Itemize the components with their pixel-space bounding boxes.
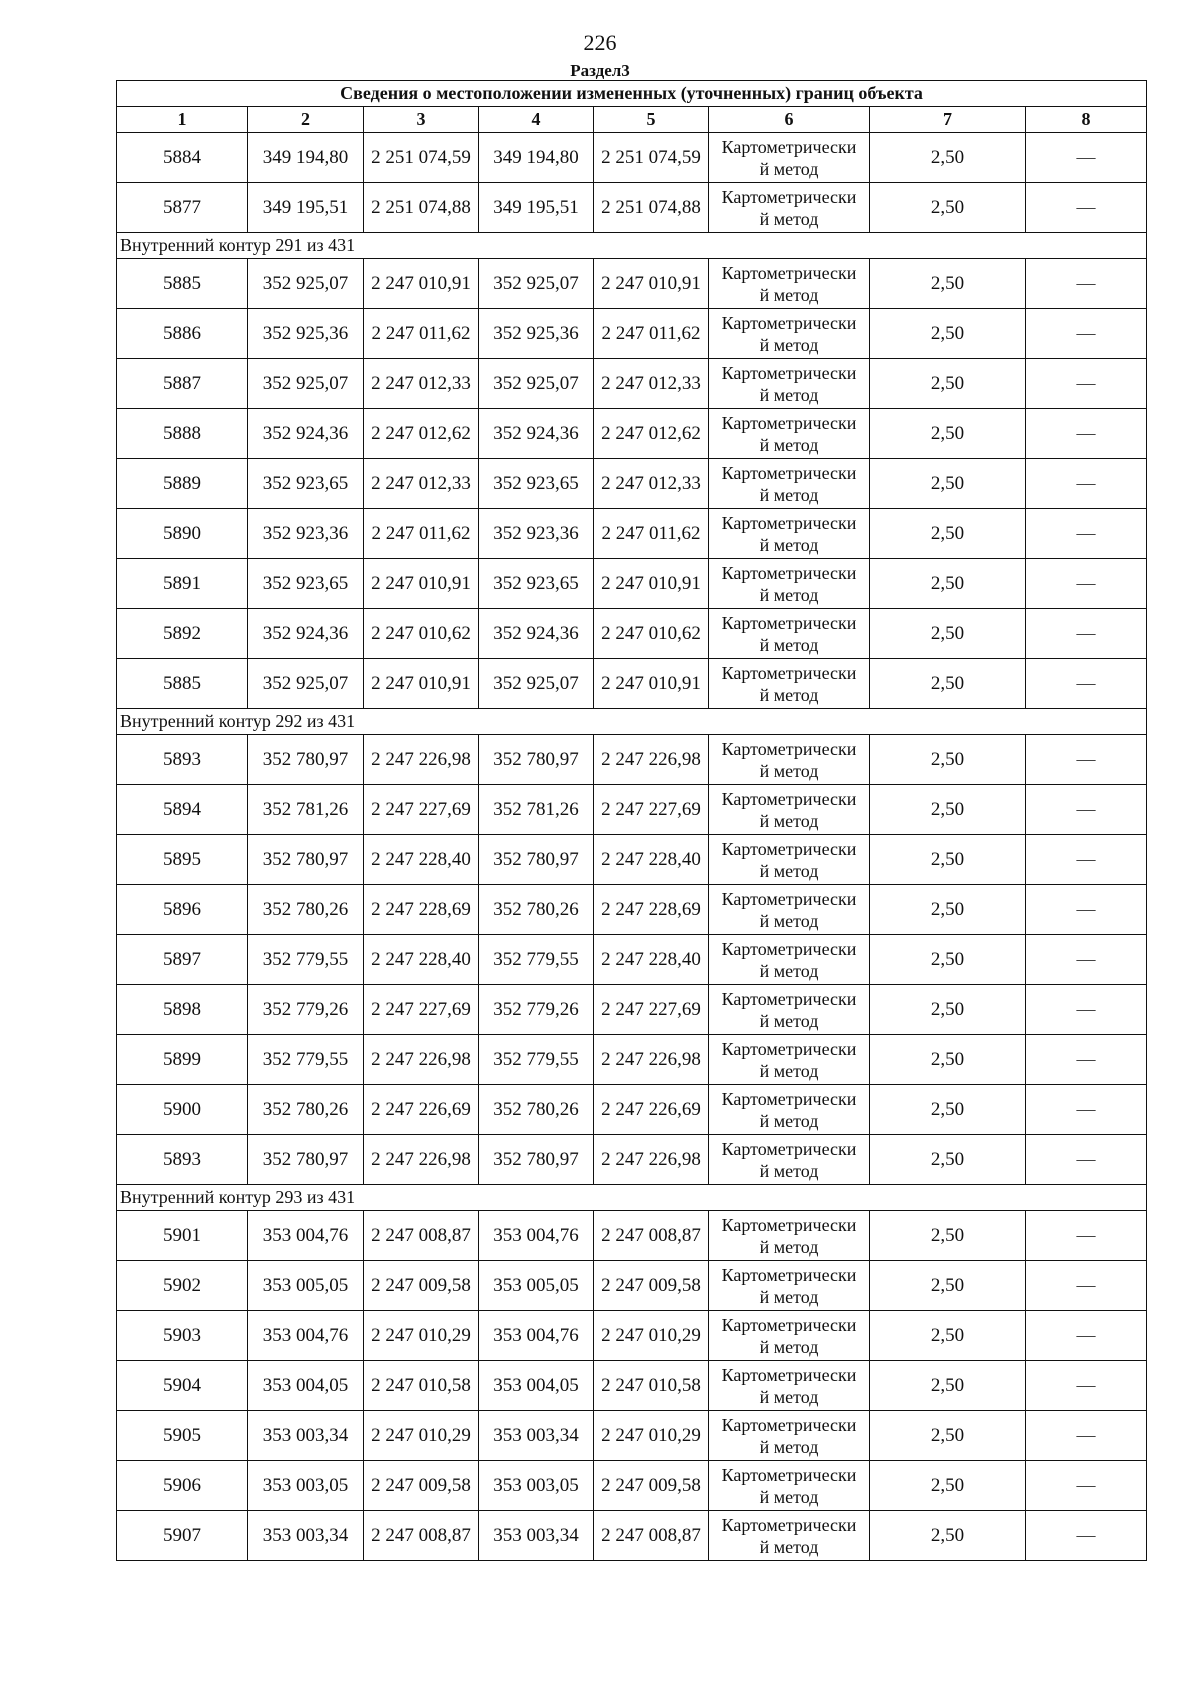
- table-cell-col-8: —: [1026, 1461, 1147, 1511]
- table-row: [117, 835, 1147, 885]
- table-cell-col-6: Картометрически й метод: [709, 559, 870, 609]
- table-cell-col-3: 2 247 227,69: [364, 785, 479, 835]
- contour-header-row: [117, 233, 1147, 259]
- table-cell-col-5: 2 247 008,87: [594, 1511, 709, 1561]
- table-cell-col-3: 2 247 226,98: [364, 1035, 479, 1085]
- table-cell-col-6: Картометрически й метод: [709, 1035, 870, 1085]
- table-cell-col-4: 353 003,05: [479, 1461, 594, 1511]
- table-cell-col-5: 2 247 011,62: [594, 509, 709, 559]
- table-cell-col-4: 352 779,55: [479, 935, 594, 985]
- table-cell-col-4: 353 003,34: [479, 1511, 594, 1561]
- table-cell-col-7: 2,50: [870, 659, 1026, 709]
- table-cell-col-5: 2 247 008,87: [594, 1211, 709, 1261]
- table-cell-col-4: 352 924,36: [479, 609, 594, 659]
- table-cell-col-7: 2,50: [870, 985, 1026, 1035]
- table-row: [117, 785, 1147, 835]
- table-cell-col-8: —: [1026, 1411, 1147, 1461]
- table-cell-col-4: 352 925,07: [479, 259, 594, 309]
- column-number: 7: [870, 107, 1026, 133]
- page-number: 226: [583, 30, 617, 55]
- table-cell-col-5: 2 247 012,33: [594, 459, 709, 509]
- table-cell-col-7: 2,50: [870, 785, 1026, 835]
- table-cell-col-6: Картометрически й метод: [709, 1085, 870, 1135]
- table-cell-col-3: 2 247 011,62: [364, 509, 479, 559]
- table-cell-col-4: 352 780,97: [479, 1135, 594, 1185]
- table-cell-col-2: 353 004,05: [248, 1361, 364, 1411]
- table-cell-col-6: Картометрически й метод: [709, 1311, 870, 1361]
- table-cell-col-1: 5877: [117, 183, 248, 233]
- table-cell-col-1: 5887: [117, 359, 248, 409]
- table-cell-col-5: 2 247 226,98: [594, 1135, 709, 1185]
- table-row: [117, 259, 1147, 309]
- table-cell-col-1: 5893: [117, 735, 248, 785]
- table-cell-col-1: 5903: [117, 1311, 248, 1361]
- table-cell-col-5: 2 247 009,58: [594, 1261, 709, 1311]
- table-cell-col-2: 352 923,36: [248, 509, 364, 559]
- table-cell-col-1: 5906: [117, 1461, 248, 1511]
- table-row: [117, 1085, 1147, 1135]
- table-row: [117, 735, 1147, 785]
- table-cell-col-4: 352 925,36: [479, 309, 594, 359]
- table-cell-col-6: Картометрически й метод: [709, 1361, 870, 1411]
- table-cell-col-3: 2 247 226,98: [364, 1135, 479, 1185]
- table-cell-col-7: 2,50: [870, 609, 1026, 659]
- table-cell-col-2: 353 003,05: [248, 1461, 364, 1511]
- table-cell-col-7: 2,50: [870, 1511, 1026, 1561]
- table-row: [117, 1311, 1147, 1361]
- table-cell-col-7: 2,50: [870, 1311, 1026, 1361]
- column-number: 6: [709, 107, 870, 133]
- table-cell-col-7: 2,50: [870, 259, 1026, 309]
- table-row: [117, 133, 1147, 183]
- table-cell-col-2: 352 779,26: [248, 985, 364, 1035]
- table-cell-col-8: —: [1026, 1135, 1147, 1185]
- table-row: [117, 183, 1147, 233]
- table-cell-col-1: 5895: [117, 835, 248, 885]
- table-cell-col-4: 349 194,80: [479, 133, 594, 183]
- table-cell-col-6: Картометрически й метод: [709, 1211, 870, 1261]
- table-cell-col-6: Картометрически й метод: [709, 509, 870, 559]
- table-cell-col-2: 352 780,97: [248, 1135, 364, 1185]
- table-row: [117, 1361, 1147, 1411]
- table-cell-col-6: Картометрически й метод: [709, 183, 870, 233]
- table-cell-col-1: 5896: [117, 885, 248, 935]
- table-cell-col-1: 5907: [117, 1511, 248, 1561]
- table-cell-col-3: 2 247 009,58: [364, 1461, 479, 1511]
- table-cell-col-7: 2,50: [870, 509, 1026, 559]
- table-cell-col-2: 353 004,76: [248, 1211, 364, 1261]
- table-cell-col-6: Картометрически й метод: [709, 359, 870, 409]
- table-cell-col-7: 2,50: [870, 459, 1026, 509]
- table-cell-col-5: 2 247 012,62: [594, 409, 709, 459]
- table-cell-col-2: 352 925,07: [248, 259, 364, 309]
- table-cell-col-8: —: [1026, 1085, 1147, 1135]
- table-cell-col-7: 2,50: [870, 1085, 1026, 1135]
- table-cell-col-6: Картометрически й метод: [709, 935, 870, 985]
- table-cell-col-2: 353 004,76: [248, 1311, 364, 1361]
- table-cell-col-2: 352 924,36: [248, 609, 364, 659]
- table-cell-col-5: 2 247 010,91: [594, 259, 709, 309]
- table-cell-col-7: 2,50: [870, 1461, 1026, 1511]
- column-number: 4: [479, 107, 594, 133]
- table-cell-col-1: 5888: [117, 409, 248, 459]
- table-row: [117, 559, 1147, 609]
- table-cell-col-7: 2,50: [870, 885, 1026, 935]
- table-cell-col-4: 352 925,07: [479, 659, 594, 709]
- table-cell-col-4: 352 780,97: [479, 835, 594, 885]
- table-cell-col-3: 2 247 010,91: [364, 659, 479, 709]
- table-cell-col-2: 352 779,55: [248, 1035, 364, 1085]
- table-cell-col-1: 5904: [117, 1361, 248, 1411]
- table-cell-col-5: 2 247 010,91: [594, 559, 709, 609]
- table-cell-col-2: 352 780,97: [248, 835, 364, 885]
- table-row: [117, 1461, 1147, 1511]
- table-row: [117, 509, 1147, 559]
- table-cell-col-8: —: [1026, 735, 1147, 785]
- table-cell-col-3: 2 247 010,91: [364, 259, 479, 309]
- table-cell-col-2: 352 779,55: [248, 935, 364, 985]
- table-cell-col-4: 349 195,51: [479, 183, 594, 233]
- column-number: 1: [117, 107, 248, 133]
- table-row: [117, 1511, 1147, 1561]
- table-cell-col-2: 353 005,05: [248, 1261, 364, 1311]
- table-cell-col-6: Картометрически й метод: [709, 735, 870, 785]
- table-cell-col-2: 352 925,07: [248, 659, 364, 709]
- table-cell-col-4: 352 923,65: [479, 559, 594, 609]
- table-cell-col-7: 2,50: [870, 359, 1026, 409]
- table-cell-col-2: 352 925,07: [248, 359, 364, 409]
- table-cell-col-6: Картометрически й метод: [709, 409, 870, 459]
- table-cell-col-5: 2 247 009,58: [594, 1461, 709, 1511]
- table-cell-col-7: 2,50: [870, 1361, 1026, 1411]
- table-cell-col-1: 5897: [117, 935, 248, 985]
- table-row: [117, 985, 1147, 1035]
- table-cell-col-4: 352 923,36: [479, 509, 594, 559]
- table-row: [117, 659, 1147, 709]
- table-cell-col-4: 352 780,26: [479, 885, 594, 935]
- table-cell-col-4: 353 003,34: [479, 1411, 594, 1461]
- table-cell-col-2: 352 923,65: [248, 559, 364, 609]
- table-cell-col-5: 2 247 227,69: [594, 785, 709, 835]
- table-row: [117, 609, 1147, 659]
- table-cell-col-3: 2 251 074,59: [364, 133, 479, 183]
- table-cell-col-5: 2 247 010,58: [594, 1361, 709, 1411]
- table-cell-col-8: —: [1026, 1311, 1147, 1361]
- table-cell-col-6: Картометрически й метод: [709, 659, 870, 709]
- table-cell-col-2: 352 925,36: [248, 309, 364, 359]
- table-row: [117, 1135, 1147, 1185]
- table-cell-col-8: —: [1026, 985, 1147, 1035]
- table-cell-col-5: 2 247 010,29: [594, 1311, 709, 1361]
- table-cell-col-4: 353 004,76: [479, 1211, 594, 1261]
- column-number: 2: [248, 107, 364, 133]
- table-cell-col-3: 2 247 012,33: [364, 459, 479, 509]
- table-cell-col-8: —: [1026, 559, 1147, 609]
- table-cell-col-6: Картометрически й метод: [709, 259, 870, 309]
- table-cell-col-1: 5898: [117, 985, 248, 1035]
- table-cell-col-3: 2 247 226,69: [364, 1085, 479, 1135]
- table-cell-col-5: 2 247 228,40: [594, 935, 709, 985]
- table-cell-col-8: —: [1026, 309, 1147, 359]
- table-cell-col-6: Картометрически й метод: [709, 885, 870, 935]
- table-cell-col-5: 2 247 228,40: [594, 835, 709, 885]
- table-cell-col-3: 2 247 010,29: [364, 1311, 479, 1361]
- table-cell-col-4: 353 004,05: [479, 1361, 594, 1411]
- table-caption: Сведения о местоположении измененных (уточненных) границ объекта: [117, 81, 1147, 107]
- table-cell-col-3: 2 247 012,33: [364, 359, 479, 409]
- table-cell-col-2: 353 003,34: [248, 1511, 364, 1561]
- table-cell-col-4: 352 780,97: [479, 735, 594, 785]
- column-number: 5: [594, 107, 709, 133]
- table-cell-col-6: Картометрически й метод: [709, 459, 870, 509]
- table-cell-col-5: 2 251 074,59: [594, 133, 709, 183]
- table-cell-col-3: 2 247 227,69: [364, 985, 479, 1035]
- table-cell-col-8: —: [1026, 1361, 1147, 1411]
- contour-title: Внутренний контур 291 из 431: [117, 233, 1147, 259]
- table-cell-col-5: 2 247 226,98: [594, 735, 709, 785]
- table-cell-col-7: 2,50: [870, 1135, 1026, 1185]
- table-cell-col-1: 5891: [117, 559, 248, 609]
- table-cell-col-7: 2,50: [870, 835, 1026, 885]
- table-cell-col-4: 352 780,26: [479, 1085, 594, 1135]
- table-cell-col-4: 352 779,26: [479, 985, 594, 1035]
- table-cell-col-6: Картометрически й метод: [709, 133, 870, 183]
- table-cell-col-8: —: [1026, 1261, 1147, 1311]
- table-cell-col-3: 2 247 228,40: [364, 835, 479, 885]
- table-cell-col-5: 2 247 012,33: [594, 359, 709, 409]
- table-cell-col-2: 352 780,26: [248, 885, 364, 935]
- table-cell-col-6: Картометрически й метод: [709, 835, 870, 885]
- table-cell-col-2: 352 780,26: [248, 1085, 364, 1135]
- table-cell-col-1: 5905: [117, 1411, 248, 1461]
- table-cell-col-1: 5894: [117, 785, 248, 835]
- table-cell-col-7: 2,50: [870, 183, 1026, 233]
- table-cell-col-8: —: [1026, 359, 1147, 409]
- table-cell-col-7: 2,50: [870, 735, 1026, 785]
- table-row: [117, 1411, 1147, 1461]
- table-cell-col-8: —: [1026, 885, 1147, 935]
- table-cell-col-1: 5890: [117, 509, 248, 559]
- table-row: [117, 885, 1147, 935]
- contour-header-row: [117, 1185, 1147, 1211]
- table-cell-col-1: 5885: [117, 659, 248, 709]
- table-cell-col-4: 352 781,26: [479, 785, 594, 835]
- table-cell-col-1: 5901: [117, 1211, 248, 1261]
- table-cell-col-5: 2 247 226,98: [594, 1035, 709, 1085]
- table-cell-col-2: 352 924,36: [248, 409, 364, 459]
- section-label: Раздел3: [570, 61, 630, 80]
- table-row: [117, 1035, 1147, 1085]
- table-cell-col-7: 2,50: [870, 309, 1026, 359]
- table-cell-col-7: 2,50: [870, 1261, 1026, 1311]
- table-cell-col-5: 2 247 228,69: [594, 885, 709, 935]
- table-cell-col-1: 5889: [117, 459, 248, 509]
- table-cell-col-3: 2 247 012,62: [364, 409, 479, 459]
- table-cell-col-2: 349 195,51: [248, 183, 364, 233]
- table-row: [117, 459, 1147, 509]
- table-cell-col-6: Картометрически й метод: [709, 1135, 870, 1185]
- column-number-row: [117, 107, 1147, 133]
- table-cell-col-4: 352 925,07: [479, 359, 594, 409]
- table-cell-col-3: 2 247 010,62: [364, 609, 479, 659]
- contour-title: Внутренний контур 292 из 431: [117, 709, 1147, 735]
- table-cell-col-8: —: [1026, 509, 1147, 559]
- table-cell-col-8: —: [1026, 1211, 1147, 1261]
- table-cell-col-6: Картометрически й метод: [709, 609, 870, 659]
- table-row: [117, 309, 1147, 359]
- table-cell-col-8: —: [1026, 1511, 1147, 1561]
- table-cell-col-7: 2,50: [870, 1211, 1026, 1261]
- table-row: [117, 409, 1147, 459]
- contour-header-row: [117, 709, 1147, 735]
- table-cell-col-3: 2 247 009,58: [364, 1261, 479, 1311]
- table-cell-col-6: Картометрически й метод: [709, 309, 870, 359]
- table-cell-col-2: 352 780,97: [248, 735, 364, 785]
- table-cell-col-3: 2 247 228,69: [364, 885, 479, 935]
- table-cell-col-6: Картометрически й метод: [709, 1511, 870, 1561]
- table-body: [117, 133, 1147, 1561]
- table-cell-col-3: 2 247 010,91: [364, 559, 479, 609]
- table-cell-col-8: —: [1026, 459, 1147, 509]
- table-cell-col-5: 2 247 011,62: [594, 309, 709, 359]
- column-number: 3: [364, 107, 479, 133]
- table-cell-col-8: —: [1026, 409, 1147, 459]
- table-cell-col-5: 2 247 010,91: [594, 659, 709, 709]
- boundary-coordinates-table: [116, 80, 1147, 1561]
- table-cell-col-7: 2,50: [870, 935, 1026, 985]
- table-cell-col-4: 353 005,05: [479, 1261, 594, 1311]
- table-cell-col-1: 5899: [117, 1035, 248, 1085]
- table-row: [117, 935, 1147, 985]
- table-cell-col-6: Картометрически й метод: [709, 785, 870, 835]
- table-cell-col-1: 5900: [117, 1085, 248, 1135]
- table-cell-col-6: Картометрически й метод: [709, 985, 870, 1035]
- table-cell-col-3: 2 247 226,98: [364, 735, 479, 785]
- table-cell-col-8: —: [1026, 1035, 1147, 1085]
- table-cell-col-7: 2,50: [870, 559, 1026, 609]
- table-row: [117, 1261, 1147, 1311]
- table-cell-col-8: —: [1026, 835, 1147, 885]
- table-cell-col-3: 2 247 228,40: [364, 935, 479, 985]
- table-cell-col-7: 2,50: [870, 1411, 1026, 1461]
- table-cell-col-8: —: [1026, 659, 1147, 709]
- table-cell-col-1: 5893: [117, 1135, 248, 1185]
- table-cell-col-1: 5885: [117, 259, 248, 309]
- table-cell-col-5: 2 247 226,69: [594, 1085, 709, 1135]
- table-cell-col-5: 2 251 074,88: [594, 183, 709, 233]
- table-cell-col-4: 352 779,55: [479, 1035, 594, 1085]
- table-cell-col-8: —: [1026, 133, 1147, 183]
- table-row: [117, 359, 1147, 409]
- table-cell-col-1: 5892: [117, 609, 248, 659]
- table-cell-col-8: —: [1026, 259, 1147, 309]
- table-cell-col-5: 2 247 010,29: [594, 1411, 709, 1461]
- table-cell-col-2: 349 194,80: [248, 133, 364, 183]
- table-cell-col-4: 353 004,76: [479, 1311, 594, 1361]
- table-cell-col-6: Картометрически й метод: [709, 1461, 870, 1511]
- table-cell-col-4: 352 923,65: [479, 459, 594, 509]
- table-cell-col-3: 2 251 074,88: [364, 183, 479, 233]
- table-caption-row: [117, 81, 1147, 107]
- table-cell-col-8: —: [1026, 183, 1147, 233]
- table-cell-col-8: —: [1026, 785, 1147, 835]
- table-cell-col-2: 353 003,34: [248, 1411, 364, 1461]
- column-number: 8: [1026, 107, 1147, 133]
- table-cell-col-4: 352 924,36: [479, 409, 594, 459]
- table-row: [117, 1211, 1147, 1261]
- table-cell-col-5: 2 247 010,62: [594, 609, 709, 659]
- table-cell-col-3: 2 247 010,58: [364, 1361, 479, 1411]
- table-cell-col-1: 5884: [117, 133, 248, 183]
- table-cell-col-6: Картометрически й метод: [709, 1411, 870, 1461]
- table-cell-col-6: Картометрически й метод: [709, 1261, 870, 1311]
- table-cell-col-1: 5886: [117, 309, 248, 359]
- table-cell-col-3: 2 247 008,87: [364, 1211, 479, 1261]
- table-cell-col-8: —: [1026, 935, 1147, 985]
- table-cell-col-2: 352 781,26: [248, 785, 364, 835]
- table-cell-col-1: 5902: [117, 1261, 248, 1311]
- table-cell-col-7: 2,50: [870, 1035, 1026, 1085]
- contour-title: Внутренний контур 293 из 431: [117, 1185, 1147, 1211]
- table-cell-col-7: 2,50: [870, 133, 1026, 183]
- table-cell-col-7: 2,50: [870, 409, 1026, 459]
- table-cell-col-3: 2 247 010,29: [364, 1411, 479, 1461]
- table-cell-col-2: 352 923,65: [248, 459, 364, 509]
- table-cell-col-5: 2 247 227,69: [594, 985, 709, 1035]
- table-cell-col-3: 2 247 011,62: [364, 309, 479, 359]
- table-cell-col-3: 2 247 008,87: [364, 1511, 479, 1561]
- table-cell-col-8: —: [1026, 609, 1147, 659]
